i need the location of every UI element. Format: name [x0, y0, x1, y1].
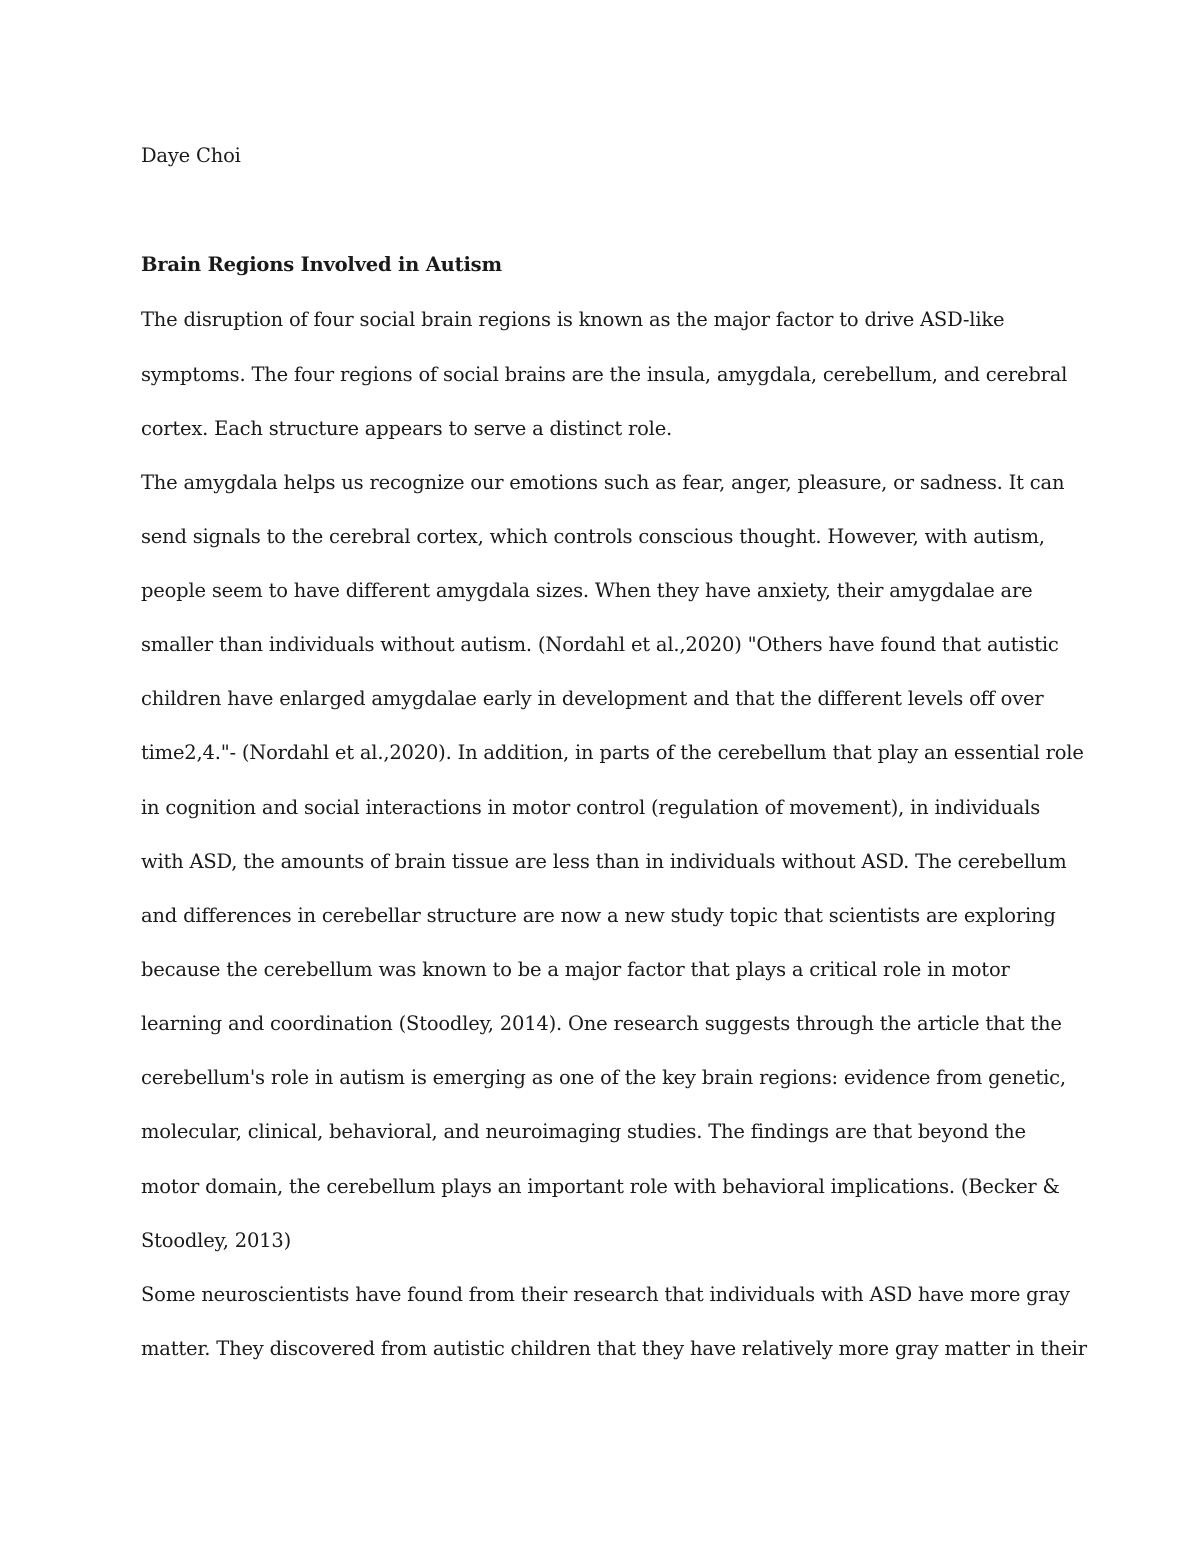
paragraph-2-line: The amygdala helps us recognize our emotions such as fear, anger, pleasure, or sadness. It can — [141, 471, 1065, 494]
paragraph-3-line: matter. They discovered from autistic children that they have relatively more gray matter in their — [141, 1337, 1087, 1360]
paragraph-2-line: time2,4."- (Nordahl et al.,2020). In addition, in parts of the cerebellum that play an essential role — [141, 741, 1084, 764]
document-title: Brain Regions Involved in Autism — [141, 253, 502, 276]
paragraph-1-line: cortex. Each structure appears to serve a distinct role. — [141, 417, 673, 440]
paragraph-1-line: symptoms. The four regions of social brains are the insula, amygdala, cerebellum, and cerebral — [141, 363, 1068, 386]
paragraph-1-line: The disruption of four social brain regions is known as the major factor to drive ASD-like — [141, 308, 1005, 331]
paragraph-3-line: Some neuroscientists have found from their research that individuals with ASD have more gray — [141, 1283, 1070, 1306]
paragraph-2-line: Stoodley, 2013) — [141, 1229, 291, 1252]
paragraph-2-line: children have enlarged amygdalae early in development and that the different levels off over — [141, 687, 1044, 710]
paragraph-2-line: learning and coordination (Stoodley, 2014). One research suggests through the article that the — [141, 1012, 1062, 1035]
paragraph-2-line: cerebellum's role in autism is emerging as one of the key brain regions: evidence from genetic, — [141, 1066, 1066, 1089]
paragraph-2-line: with ASD, the amounts of brain tissue are less than in individuals without ASD. The cerebellum — [141, 850, 1067, 873]
author-name: Daye Choi — [141, 144, 241, 167]
paragraph-2-line: because the cerebellum was known to be a major factor that plays a critical role in motor — [141, 958, 1010, 981]
paragraph-2-line: motor domain, the cerebellum plays an important role with behavioral implications. (Becker & — [141, 1175, 1060, 1198]
paragraph-2-line: send signals to the cerebral cortex, which controls conscious thought. However, with autism, — [141, 525, 1045, 548]
paragraph-2-line: and differences in cerebellar structure are now a new study topic that scientists are exploring — [141, 904, 1056, 927]
paragraph-2-line: people seem to have different amygdala sizes. When they have anxiety, their amygdalae are — [141, 579, 1033, 602]
paragraph-2-line: in cognition and social interactions in motor control (regulation of movement), in individuals — [141, 796, 1041, 819]
paragraph-2-line: molecular, clinical, behavioral, and neuroimaging studies. The findings are that beyond the — [141, 1120, 1026, 1143]
paragraph-2-line: smaller than individuals without autism. (Nordahl et al.,2020) "Others have found that autistic — [141, 633, 1059, 656]
